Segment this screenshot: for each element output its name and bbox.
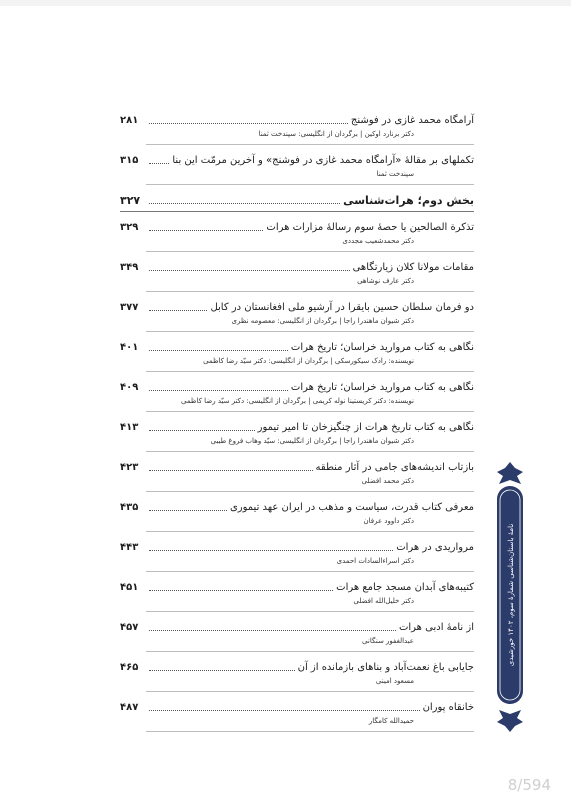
divider [146,411,474,412]
toc-entry-page-number: ۴۰۹ [120,382,139,393]
toc-entry-page-number: ۴۰۱ [120,342,139,353]
toc-entry [120,255,474,292]
toc-entry [120,215,474,252]
toc-entry-title: نگاهی به کتاب تاریخ هرات از چنگیزخان تا امیر تیمور [257,422,474,433]
divider [146,451,474,452]
toc-entry-row [120,455,474,475]
toc-entry-page-number: ۳۲۷ [120,194,141,207]
toc-entry-row [120,695,474,715]
toc-entry [120,295,474,332]
toc-entry [120,615,474,652]
sidebar-text: نامهٔ باستان‌شناسی شمارهٔ سوم، ۱۴۰۲ خورشیدی [507,523,515,667]
toc-entry-page-number: ۳۱۵ [120,155,139,166]
toc-entry-row [120,108,474,128]
toc-entry-page-number: ۴۵۷ [120,622,139,633]
divider [146,184,474,185]
toc-entry [120,535,474,572]
divider [146,531,474,532]
toc-entry-row [120,535,474,555]
dot-leader [149,469,313,471]
toc-entry-page-number: ۴۲۳ [120,462,139,473]
toc-entry-author: مسعود امینی [375,677,414,685]
toc-entry-title: بخش دوم؛ هرات‌شناسی [343,194,474,207]
dot-leader [149,549,393,551]
dot-leader [149,589,333,591]
divider [146,691,474,692]
toc-entry-author: حمیدالله کامگار [368,717,414,725]
toc-entry-title: بازتاب اندیشه‌های جامی در آثار منطقه [315,462,474,473]
toc-entry-row [120,615,474,635]
toc-entry-title: تذکرة الصالحین یا حصهٔ سوم رسالهٔ مزارات هرات [266,222,474,233]
toc-entry-row [120,148,474,168]
dot-leader [149,509,227,511]
toc-entry [120,695,474,732]
dot-leader [149,162,169,164]
toc-entry-page-number: ۴۸۷ [120,702,139,713]
toc-entry-title: از نامهٔ ادبی هرات [398,622,474,633]
toc-entry [120,108,474,145]
dot-leader [149,709,420,711]
dot-leader [149,202,340,204]
toc-entry-author: دکتر شیوان ماهندرا راجا | برگردان از انگلیسی: معصومه نظری [231,317,414,325]
toc-entry-row [120,575,474,595]
toc-entry [120,375,474,412]
toc-entry-author: دکتر محمدشعیب مجددی [342,237,414,245]
toc-entry-page-number: ۳۴۹ [120,262,139,273]
toc-entry-author: دکتر محمد افضلی [361,477,414,485]
toc-entry-title: آرامگاه محمد غازی در فوشنج [350,115,474,126]
toc-entry-author: نویسنده: دکتر کریستینا نوله کریمی | برگردان از انگلیسی: دکتر سیّد رضا کاظمی [181,397,414,405]
divider [120,211,474,212]
toc-entry-title: نگاهی به کتاب مروارید خراسان؛ تاریخ هرات [290,382,474,393]
journal-sidebar-ornament [493,462,527,732]
toc-entry-page-number: ۴۴۳ [120,542,139,553]
toc-entry-row [120,255,474,275]
page-indicator: 8/594 [507,776,551,794]
divider [146,731,474,732]
toc-entry-title: تکملهای بر مقالهٔ «آرامگاه محمد غازی در فوشنج» و آخرین مرمّت این بنا [172,155,474,166]
toc-entry [120,455,474,492]
toc-entry-row [120,655,474,675]
toc-entry-author: دکتر عارف نوشاهی [357,277,414,285]
toc-entry [120,335,474,372]
divider [146,371,474,372]
toc-entry-row [120,495,474,515]
toc-entry-title: کتیبه‌های آبدان مسجد جامع هرات [336,582,474,593]
dot-leader [149,669,295,671]
toc-entry-title: معرفی کتاب قدرت، سیاست و مذهب در ایران عهد تیموری [229,502,474,513]
dot-leader [149,122,348,124]
toc-entry-title: دو فرمان سلطان حسین بایقرا در آرشیو ملی افغانستان در کابل [210,302,474,313]
divider [146,611,474,612]
dot-leader [149,269,350,271]
toc-entry-author: دکتر شیوان ماهندرا راجا | برگردان از انگلیسی: سیّد وهاب فروغ طیبی [210,437,414,445]
toc-entry [120,575,474,612]
toc-entry-author: نویسنده: رادک سیکورسکی | برگردان از انگلیسی: دکتر سیّد رضا کاظمی [203,357,414,365]
dot-leader [149,389,288,391]
toc-entry-title: جایابی باغ نعمت‌آباد و بناهای بازمانده از آن [297,662,474,673]
divider [146,251,474,252]
toc-entry-title: خانقاه پوران [422,702,474,713]
toc-entry-author: دکتر برنارد اوکین | برگردان از انگلیسی: سپندخت ثمنا [258,130,414,138]
toc-entry [120,495,474,532]
divider [146,651,474,652]
table-of-contents [120,108,474,735]
toc-entry-row [120,215,474,235]
divider [146,144,474,145]
dot-leader [149,309,207,311]
toc-entry [120,415,474,452]
toc-entry [120,148,474,185]
toc-entry-row [120,415,474,435]
toc-entry-page-number: ۴۳۵ [120,502,139,513]
dot-leader [149,229,263,231]
toc-entry-author: دکتر خلیل‌الله افضلی [353,597,414,605]
toc-entry-page-number: ۳۲۹ [120,222,139,233]
divider [146,331,474,332]
toc-entry-page-number: ۴۶۵ [120,662,139,673]
toc-entry-title: مقامات مولانا کلان زیارتگاهی [352,262,474,273]
toc-entry-title: نگاهی به کتاب مروارید خراسان؛ تاریخ هرات [290,342,474,353]
dot-leader [149,349,288,351]
divider [146,571,474,572]
toc-entry-page-number: ۴۱۳ [120,422,139,433]
divider [146,491,474,492]
toc-entry-page-number: ۳۷۷ [120,302,139,313]
toc-entry-page-number: ۴۵۱ [120,582,139,593]
divider [146,291,474,292]
dot-leader [149,429,255,431]
dot-leader [149,629,396,631]
toc-entry-author: دکتر داوود عرفان [363,517,414,525]
toc-entry-row [120,295,474,315]
toc-entry-row [120,375,474,395]
toc-entry-row [120,335,474,355]
toc-entry-author: دکتر اسراءالسادات احمدی [336,557,414,565]
toc-entry-title: مرواریدی در هرات [396,542,474,553]
toc-entry-page-number: ۲۸۱ [120,115,139,126]
toc-entry-author: سپندخت ثمنا [376,170,414,178]
toc-entry-author: عبدالغفور سنگانی [362,637,414,645]
toc-entry-row [120,188,474,208]
toc-entry [120,655,474,692]
top-bar [0,0,571,6]
section-heading [120,188,474,212]
